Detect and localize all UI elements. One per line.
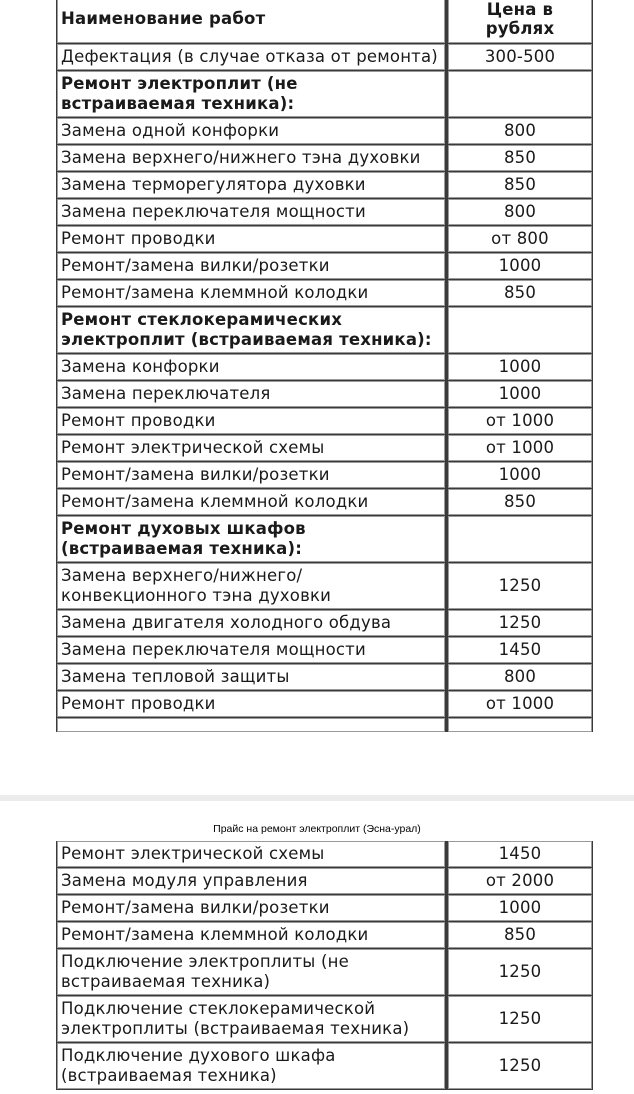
section-title-cell [57,516,446,563]
service-name-cell: Замена переключателя мощности [57,637,446,664]
cell-text-line-2: электроплит (встраиваемая техника): [61,330,432,349]
service-name-cell: Ремонт/замена клеммной колодки [57,922,446,949]
table-row [57,922,593,949]
service-name-cell: Дефектация (в случае отказа от ремонта) [57,44,446,71]
service-name-cell: Ремонт электрической схемы [57,841,446,868]
price-cell: 300-500 [446,44,593,71]
price-cell: от 2000 [446,868,593,895]
cell-text-line-1: Ремонт электроплит (не [61,74,298,93]
price-cell: 1250 [446,610,593,637]
table-row-cut-off [57,718,593,732]
price-cell [446,307,593,354]
price-cell: 1250 [446,1043,593,1090]
table-row [57,841,593,868]
cell-text-line-1: Замена верхнего/нижнего/ [61,566,303,585]
cell-text-line-1: Ремонт стеклокерамических [61,310,343,329]
price-table-page-1 [56,0,593,732]
column-header-price: Цена в рублях [446,0,593,44]
price-cell: 800 [446,199,593,226]
price-cell: от 1000 [446,435,593,462]
price-cell: 1000 [446,381,593,408]
price-cell: 850 [446,922,593,949]
service-name-cell: Ремонт проводки [57,226,446,253]
table-row [57,199,593,226]
table-row [57,280,593,307]
cell-text-line-1: Подключение духового шкафа [61,1046,336,1065]
service-name-cell: Замена терморегулятора духовки [57,172,446,199]
section-header-row [57,516,593,563]
cell-text-line-1: Подключение стеклокерамической [61,999,376,1018]
table-header-row [57,0,593,44]
price-cell: 1250 [446,949,593,996]
table-row [57,408,593,435]
section-header-row [57,307,593,354]
price-cell: от 1000 [446,691,593,718]
column-header-name: Наименование работ [57,0,446,44]
cell-text-line-2: встраиваемая техника): [61,94,295,113]
service-name-cell: Ремонт проводки [57,691,446,718]
table-row [57,172,593,199]
table-row [57,895,593,922]
table-row [57,1043,593,1090]
table-row [57,868,593,895]
service-name-cell: Замена конфорки [57,354,446,381]
price-cell: 1000 [446,462,593,489]
table-row [57,253,593,280]
service-name-cell: Ремонт электрической схемы [57,435,446,462]
cell-text-line-2: (встраиваемая техника): [61,539,302,558]
service-name-cell [57,996,446,1043]
table-row [57,637,593,664]
service-name-cell: Ремонт/замена вилки/розетки [57,253,446,280]
cell-text-line-2: электроплиты (встраиваемая техника) [61,1019,410,1038]
price-cell: 1000 [446,895,593,922]
service-name-cell: Замена переключателя [57,381,446,408]
service-name-cell: Ремонт/замена вилки/розетки [57,462,446,489]
service-name-cell: Ремонт/замена вилки/розетки [57,895,446,922]
cell-text-line-1: Подключение электроплиты (не [61,952,349,971]
price-cell: от 1000 [446,408,593,435]
price-cell: 1450 [446,637,593,664]
page-gap [0,756,634,796]
service-name-cell [57,949,446,996]
price-cell: от 800 [446,226,593,253]
service-name-cell: Замена тепловой защиты [57,664,446,691]
table-row [57,354,593,381]
table-row [57,381,593,408]
cell-text-line-2: встраиваемая техника) [61,972,271,991]
price-cell: 800 [446,118,593,145]
service-name-cell [57,563,446,610]
table-row [57,462,593,489]
price-cell: 850 [446,489,593,516]
empty-cell [446,718,593,732]
service-name-cell: Ремонт проводки [57,408,446,435]
price-cell [446,516,593,563]
service-name-cell: Замена одной конфорки [57,118,446,145]
table-row [57,563,593,610]
table-row [57,664,593,691]
table-row [57,489,593,516]
service-name-cell: Замена двигателя холодного обдува [57,610,446,637]
table-row [57,118,593,145]
table-row [57,949,593,996]
price-cell: 1000 [446,354,593,381]
table-row [57,145,593,172]
table-row [57,610,593,637]
table-row [57,996,593,1043]
price-cell: 1250 [446,996,593,1043]
table-row [57,44,593,71]
service-name-cell [57,1043,446,1090]
service-name-cell: Замена верхнего/нижнего тэна духовки [57,145,446,172]
price-cell: 1250 [446,563,593,610]
service-name-cell: Замена модуля управления [57,868,446,895]
section-title-cell [57,71,446,118]
price-cell: 850 [446,145,593,172]
cell-text-line-2: (встраиваемая техника) [61,1066,277,1085]
table-row [57,691,593,718]
table-row [57,226,593,253]
service-name-cell: Ремонт/замена клеммной колодки [57,489,446,516]
price-cell: 850 [446,172,593,199]
service-name-cell: Ремонт/замена клеммной колодки [57,280,446,307]
page-running-header: Прайс на ремонт электроплит (Эсна-урал) [213,823,421,835]
price-cell: 1450 [446,841,593,868]
price-table-page-2 [56,841,593,1090]
table-row [57,435,593,462]
cell-text-line-1: Ремонт духовых шкафов [61,519,306,538]
price-cell: 1000 [446,253,593,280]
document-page-2 [0,801,634,1094]
price-cell [446,71,593,118]
price-cell: 850 [446,280,593,307]
section-title-cell [57,307,446,354]
service-name-cell: Замена переключателя мощности [57,199,446,226]
section-header-row [57,71,593,118]
price-cell: 800 [446,664,593,691]
cell-text-line-2: конвекционного тэна духовки [61,586,332,605]
empty-cell [57,718,446,732]
